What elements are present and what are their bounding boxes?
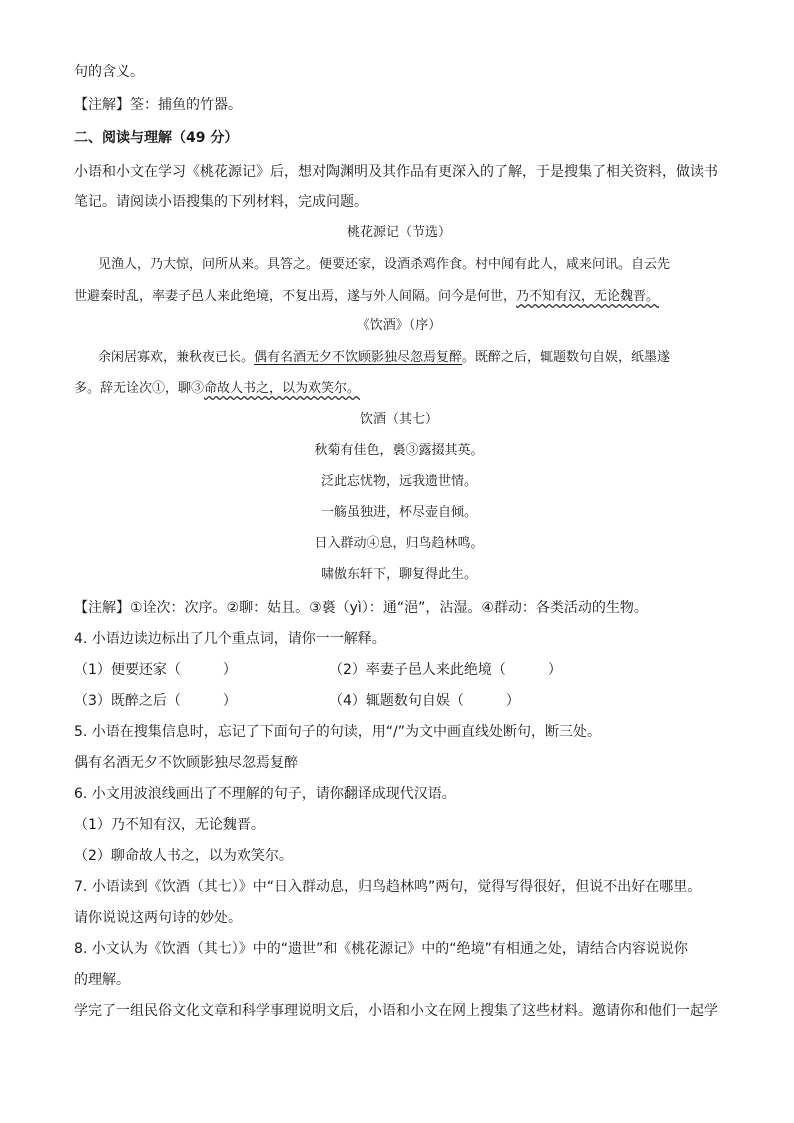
intro-line: 笔记。请阅读小语搜集的下列材料，完成问题。: [74, 194, 368, 210]
poem-line: 泛此忘忧物，远我遗世情。: [320, 474, 477, 489]
q4-item-3: （3）既醉之后（ ）: [74, 693, 237, 709]
text2-line: [98, 348, 670, 368]
q5-sentence: 偶有名酒无夕不饮顾影独尽忽焉复醉: [74, 755, 298, 771]
text1-line: 见渔人，乃大惊，问所从来。具答之。便要还家，设酒杀鸡作食。村中闻有此人，咸来问讯。自云先: [98, 257, 671, 272]
question-6-stem: 6. 小文用波浪线画出了不理解的句子，请你翻译成现代汉语。: [74, 786, 456, 802]
text1-title: 桃花源记（节选）: [346, 225, 451, 240]
q6-item-1: （1）乃不知有汉，无论魏晋。: [74, 817, 265, 833]
text2-segment: 余闲居寡欢，兼秋夜已长。: [98, 350, 255, 365]
text1-line: [74, 287, 659, 307]
intro-line: 小语和小文在学习《桃花源记》后，想对陶渊明及其作品有更深入的了解，于是搜集了相关资料，做读书: [74, 164, 718, 180]
q4-item-4: （4）辄题数句自娱（ ）: [329, 693, 520, 709]
question-8-line: 8. 小文认为《饮酒（其七）》中的“遗世”和《桃花源记》中的“绝境”有相通之处，请结合内容说说你: [74, 941, 688, 957]
question-4-stem: 4. 小语边读边标出了几个重点词，请你一一解释。: [74, 631, 386, 647]
notes-line: 【注解】①诠次：次序。②聊：姑且。③裛（yì）：通“浥”，沾湿。④群动：各类活动的生物。: [74, 600, 648, 616]
text-line: 句的含义。: [74, 64, 144, 80]
closing-line: 学完了一组民俗文化文章和科学事理说明文后，小语和小文在网上搜集了这些材料。邀请你和他们一起学: [74, 1003, 718, 1019]
question-5-stem: 5. 小语在搜集信息时，忘记了下面句子的句读，用“/”为文中画直线处断句，断三处。: [74, 724, 602, 740]
poem-line: 秋菊有佳色，裛③露掇其英。: [314, 443, 484, 458]
q4-item-2: （2）率妻子邑人来此绝境（ ）: [329, 662, 562, 678]
q4-item-1: （1）便要还家（ ）: [74, 662, 237, 678]
text2-segment: 多。辞无诠次①，聊③: [74, 381, 205, 396]
section-heading: 二、阅读与理解（49 分）: [74, 130, 239, 146]
poem-line: 一觞虽独进，杯尽壶自倾。: [320, 505, 477, 520]
annotation-line: 【注解】筌：捕鱼的竹器。: [74, 97, 242, 113]
question-7-line: 7. 小语读到《饮酒（其七）》中“日入群动息，归鸟趋林鸣”两句，觉得写得很好，但说不出好在哪里。: [74, 879, 702, 895]
wavy-underlined-sentence: 命故人书之，以为欢笑尔。: [204, 381, 361, 396]
straight-underlined-sentence: 偶有名酒无夕不饮顾影独尽忽焉复醉: [254, 350, 463, 365]
poem-line: 日入群动④息，归鸟趋林鸣。: [314, 536, 484, 551]
poem-line: 啸傲东轩下，聊复得此生。: [320, 567, 477, 582]
text1-segment: 世避秦时乱，率妻子邑人来此绝境，不复出焉，遂与外人间隔。问今是何世，: [74, 289, 517, 304]
question-7-line: 请你说说这两句诗的妙处。: [74, 910, 242, 926]
question-8-line: 的理解。: [74, 972, 130, 988]
text2-segment: 。既醉之后，辄题数句自娱，纸墨遂: [462, 350, 671, 365]
q6-item-2: （2）聊命故人书之，以为欢笑尔。: [74, 848, 293, 864]
text2-title: 《饮酒》（序）: [356, 318, 442, 333]
poem-title: 饮酒（其七）: [359, 412, 438, 427]
wavy-underlined-sentence: 乃不知有汉，无论魏晋。: [516, 289, 660, 304]
text2-line: [74, 379, 360, 399]
